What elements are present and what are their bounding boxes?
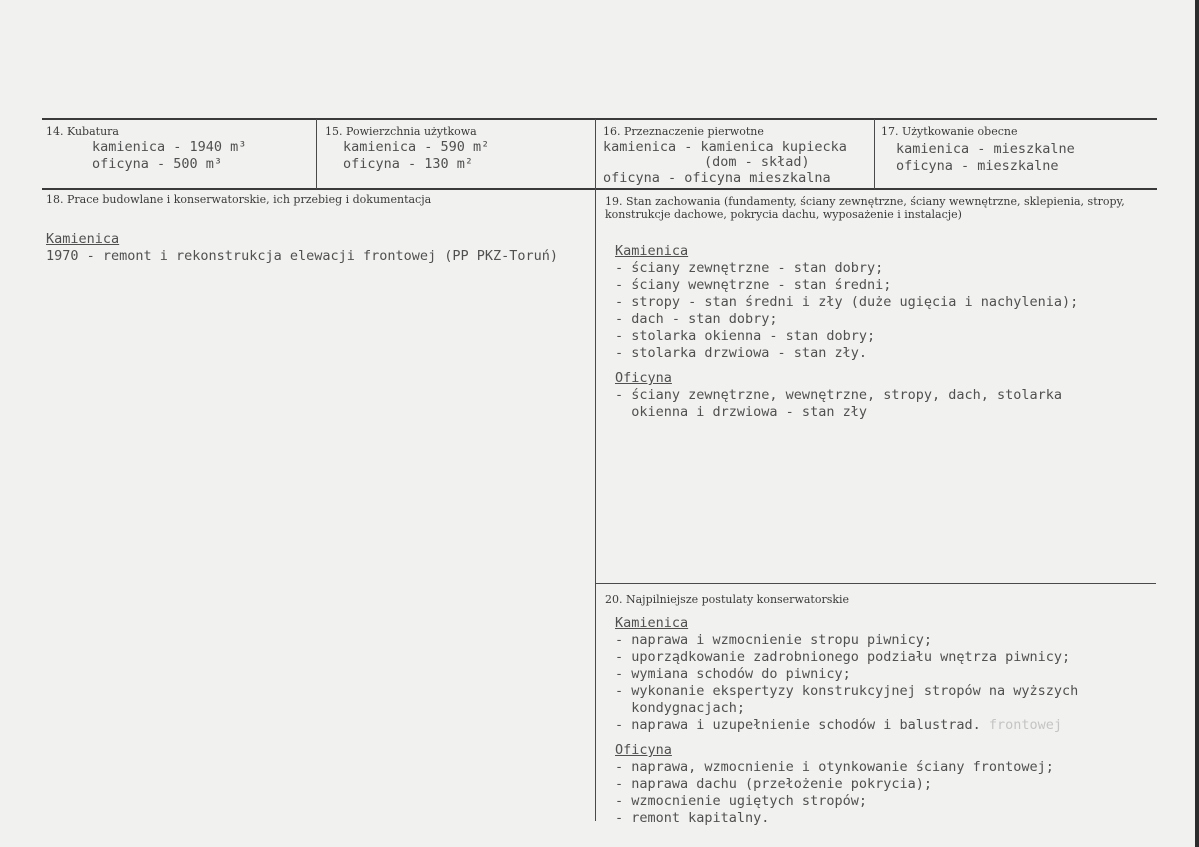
section-15-label: 15. Powierzchnia użytkowa [325,125,477,138]
ghosted-text: frontowej [988,717,1063,733]
section-19-kamienica-list [615,260,1078,362]
list-item: - dach - stan dobry; [615,311,778,327]
section-20-oficyna-list [615,759,1054,827]
list-item-text: - naprawa i uzupełnienie schodów i balustrad. [615,717,981,733]
section-17-label: 17. Użytkowanie obecne [881,125,1018,138]
list-item: - uporządkowanie zadrobnionego podziału wnętrza piwnicy; [615,649,1071,665]
list-item: okienna i drzwiowa - stan zły [615,404,867,420]
list-item: - stropy - stan średni i zły (duże ugięcia i nachylenia); [615,294,1079,310]
section-16-oficyna: oficyna - oficyna mieszkalna [603,170,831,186]
top-rule [42,118,1157,120]
divider-16-17 [874,119,875,189]
list-item: - stolarka drzwiowa - stan zły. [615,345,867,361]
list-item: - naprawa i wzmocnienie stropu piwnicy; [615,632,932,648]
section-18-entry-1970: 1970 - remont i rekonstrukcja elewacji frontowej (PP PKZ-Toruń) [46,248,559,264]
list-item: - ściany zewnętrzne, wewnętrzne, stropy, dach, stolarka [615,387,1063,403]
list-item: - naprawa, wzmocnienie i otynkowanie ściany frontowej; [615,759,1054,775]
page-edge-shadow [1195,0,1199,847]
section-20-kamienica-list [615,632,1078,734]
list-item: kondygnacjach; [615,700,746,716]
list-item: - wzmocnienie ugiętych stropów; [615,793,867,809]
section-19-label: 19. Stan zachowania (fundamenty, ściany zewnętrzne, ściany wewnętrzne, sklepienia, stropy, konstrukcje dachowe, pokrycia dachu, wyposażenie i instalacje) [605,195,1125,221]
section-17-kamienica: kamienica - mieszkalne [896,141,1075,157]
list-item [615,717,1078,734]
header-row-bottom-rule [42,188,1157,190]
section-16-kamienica: kamienica - kamienica kupiecka [603,139,847,155]
section-20-heading-kamienica: Kamienica [615,615,689,631]
list-item: - wymiana schodów do piwnicy; [615,666,851,682]
divider-14-15 [316,119,317,189]
list-item: - stolarka okienna - stan dobry; [615,328,876,344]
section-17-oficyna: oficyna - mieszkalne [896,158,1059,174]
section-20-top-rule [595,583,1156,584]
section-15-oficyna: oficyna - 130 m² [343,156,474,172]
section-19-heading-kamienica: Kamienica [615,243,689,259]
section-19-heading-oficyna: Oficyna [615,370,672,386]
list-item: - ściany zewnętrzne - stan dobry; [615,260,884,276]
section-16-kamienica-note: (dom - skład) [704,154,810,170]
section-14-label: 14. Kubatura [46,125,119,138]
section-18-heading-kamienica: Kamienica [46,231,120,247]
section-14-kamienica: kamienica - 1940 m³ [92,139,247,155]
section-15-kamienica: kamienica - 590 m² [343,139,490,155]
list-item: - wykonanie ekspertyzy konstrukcyjnej stropów na wyższych [615,683,1079,699]
section-20-heading-oficyna: Oficyna [615,742,672,758]
divider-main [595,119,596,821]
section-16-label: 16. Przeznaczenie pierwotne [603,125,764,138]
section-18-label: 18. Prace budowlane i konserwatorskie, ich przebieg i dokumentacja [46,193,432,206]
section-20-label: 20. Najpilniejsze postulaty konserwatorskie [605,593,850,606]
section-19-oficyna-list [615,387,1062,421]
section-14-oficyna: oficyna - 500 m³ [92,156,223,172]
list-item: - naprawa dachu (przełożenie pokrycia); [615,776,932,792]
list-item: - ściany wewnętrzne - stan średni; [615,277,892,293]
list-item: - remont kapitalny. [615,810,770,826]
